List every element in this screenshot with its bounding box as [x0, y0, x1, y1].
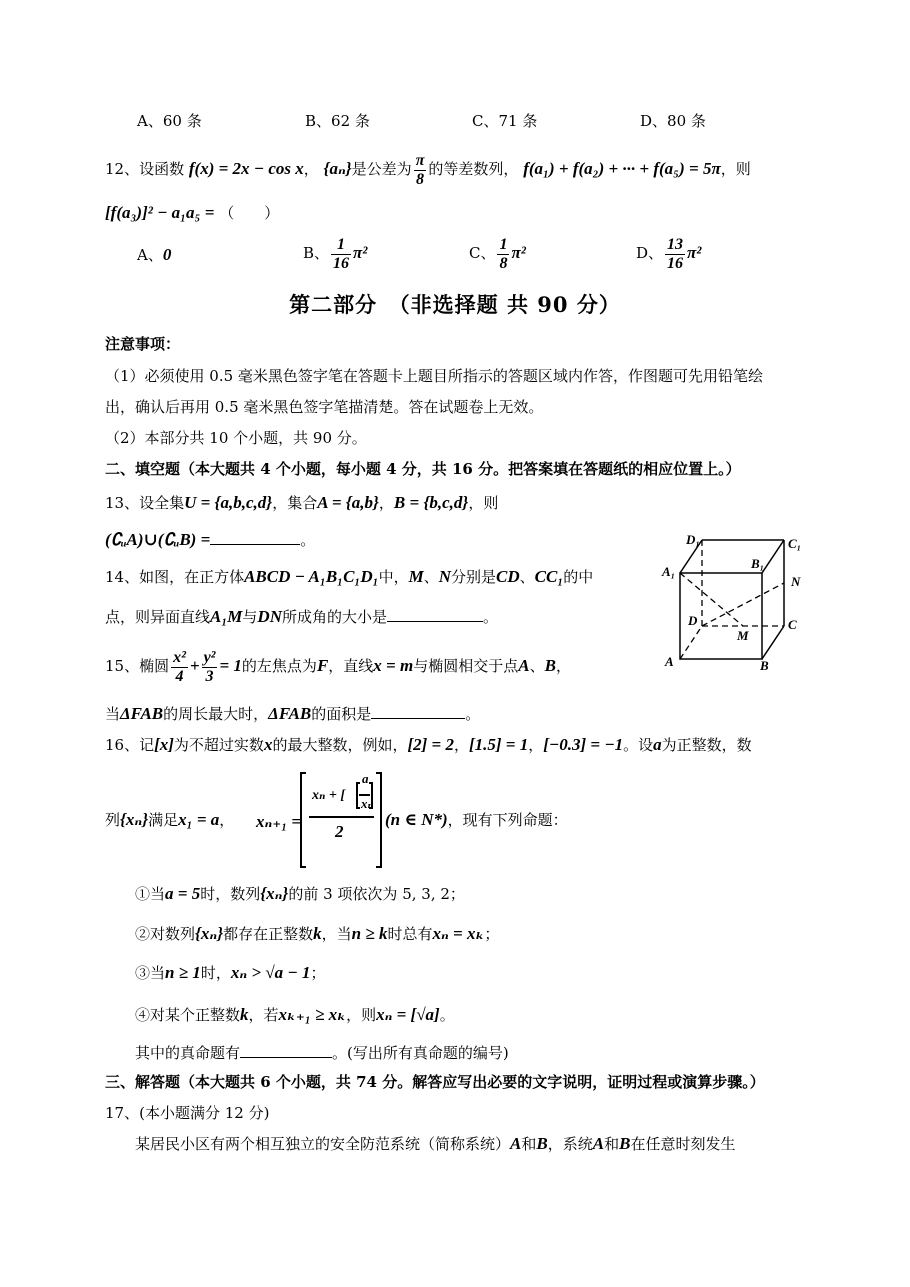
- q15-line2: 当ΔFAB的周长最大时，ΔFAB的面积是 。: [105, 704, 481, 723]
- q12-line1: 12、设函数 f(x) = 2x − cos x， {aₙ}是公差为 $\frac{\pi}{8}$ 的等差数列， f(a₁) + f(a₂) + ··· + f(a₅) = 5π，则: [105, 151, 751, 188]
- label-a1: A₁: [662, 564, 676, 579]
- q16-statement-2: ②对数列{xₙ}都存在正整数k，当n ≥ k时总有xₙ = xₖ；: [135, 924, 500, 943]
- q11-option-c: C、71 条: [472, 112, 538, 130]
- q12-option-c: C、 $\frac{1}{8}$ π²: [469, 235, 526, 272]
- cube-figure: [660, 528, 810, 676]
- label-d: D: [688, 613, 698, 628]
- q16-inner-xn: xₙ + [: [312, 788, 346, 803]
- part2-title: 第二部分 （非选择题 共 90 分）: [289, 292, 621, 317]
- q16-line2-left: 列{xₙ}满足x₁ = a，: [105, 810, 235, 829]
- q16-statement-4: ④对某个正整数k，若xₖ₊₁ ≥ xₖ，则xₙ = [√a]。: [135, 1005, 455, 1024]
- q16-recurrence-lhs: xₙ₊₁ =: [256, 812, 302, 831]
- q16-statement-3: ③当n ≥ 1时，xₙ > √a − 1；: [135, 963, 326, 982]
- q14-answer-blank[interactable]: [387, 605, 483, 622]
- q13-line2: (∁ᵤA)∪(∁ᵤB) = 。: [105, 530, 316, 549]
- section3-heading: 三、解答题（本大题共 6 个小题，共 74 分。解答应写出必要的文字说明，证明过程或演算步骤。）: [105, 1073, 765, 1091]
- q12-function: f(x) = 2x − cos x: [188, 159, 304, 178]
- q16-line1: 16、记[x]为不超过实数x的最大整数，例如，[2] = 2，[1.5] = 1，[−0.3] = −1。设a为正整数，数: [105, 735, 752, 754]
- q12-sequence: {aₙ}: [323, 159, 352, 178]
- q11-option-b: B、62 条: [305, 112, 370, 130]
- label-c: C: [788, 617, 797, 632]
- label-d1: D₁: [686, 532, 700, 547]
- notice-p1a: （1）必须使用 0.5 毫米黑色签字笔在答题卡上题目所指示的答题区域内作答，作图题可先用铅笔绘: [105, 367, 763, 385]
- q17-heading: 17、(本小题满分 12 分): [105, 1104, 270, 1122]
- q16-inner-xn-den: xₙ: [361, 796, 374, 811]
- q16-line2-right: (n ∈ N*)，现有下列命题：: [385, 810, 568, 829]
- q16-answer-line: 其中的真命题有 。(写出所有真命题的编号): [135, 1041, 509, 1063]
- notice-p2: （2）本部分共 10 个小题，共 90 分。: [105, 429, 367, 447]
- q12-fraction: $\frac{\pi}{8}$: [415, 151, 425, 188]
- q16-floor-bracket: [298, 770, 388, 870]
- q15-line1: 15、椭圆 $\frac{\text{x²}}{4}$ + $\frac{\text{y²}}{3}$ = 1的左焦点为F，直线x = m与椭圆相交于点A、B，: [105, 648, 571, 685]
- section2-heading: 二、填空题（本大题共 4 个小题，每小题 4 分，共 16 分。把答案填在答题纸的相应位置上。）: [105, 460, 741, 478]
- q11-option-a: A、60 条: [137, 112, 202, 130]
- q16-inner-a: a: [362, 771, 369, 786]
- label-b: B: [760, 658, 769, 673]
- q12-option-b: B、 $\frac{1}{16}$ π²: [303, 235, 368, 272]
- q11-option-d: D、80 条: [640, 112, 706, 130]
- q16-denominator-two: 2: [335, 822, 344, 841]
- q13-answer-blank[interactable]: [210, 528, 300, 545]
- q15-answer-blank[interactable]: [371, 702, 465, 719]
- q12-line2: [f(a₃)]² − a₁a₅ = （ ）: [105, 203, 280, 222]
- label-m: M: [737, 628, 749, 643]
- q14-line1: 14、如图，在正方体ABCD − A₁B₁C₁D₁中，M、N分别是CD、CC₁的中: [105, 567, 594, 586]
- q14-line2: 点，则异面直线A₁M与DN所成角的大小是 。: [105, 607, 499, 626]
- q12-option-a: A、0: [137, 245, 172, 264]
- q17-line1: 某居民小区有两个相互独立的安全防范系统（简称系统）A和B，系统A和B在任意时刻发生: [135, 1134, 736, 1153]
- label-c1: C₁: [788, 536, 802, 551]
- label-a: A: [665, 654, 674, 669]
- notice-p1b: 出，确认后再用 0.5 毫米黑色签字笔描清楚。答在试题卷上无效。: [105, 398, 544, 416]
- label-n: N: [791, 574, 801, 589]
- q12-option-d: D、 $\frac{13}{16}$ π²: [636, 235, 702, 272]
- q16-answer-blank[interactable]: [240, 1041, 332, 1058]
- label-b1: B₁: [751, 556, 765, 571]
- q12-sum: f(a₁) + f(a₂) + ··· + f(a₅) = 5π: [523, 159, 721, 178]
- q16-statement-1: ①当a = 5时，数列{xₙ}的前 3 项依次为 5, 3, 2；: [135, 884, 465, 903]
- notice-heading: 注意事项：: [105, 335, 181, 353]
- q13-line1: 13、设全集U = {a,b,c,d}，集合A = {a,b}，B = {b,c,d}，则: [105, 493, 499, 512]
- segment-dn: [702, 583, 784, 626]
